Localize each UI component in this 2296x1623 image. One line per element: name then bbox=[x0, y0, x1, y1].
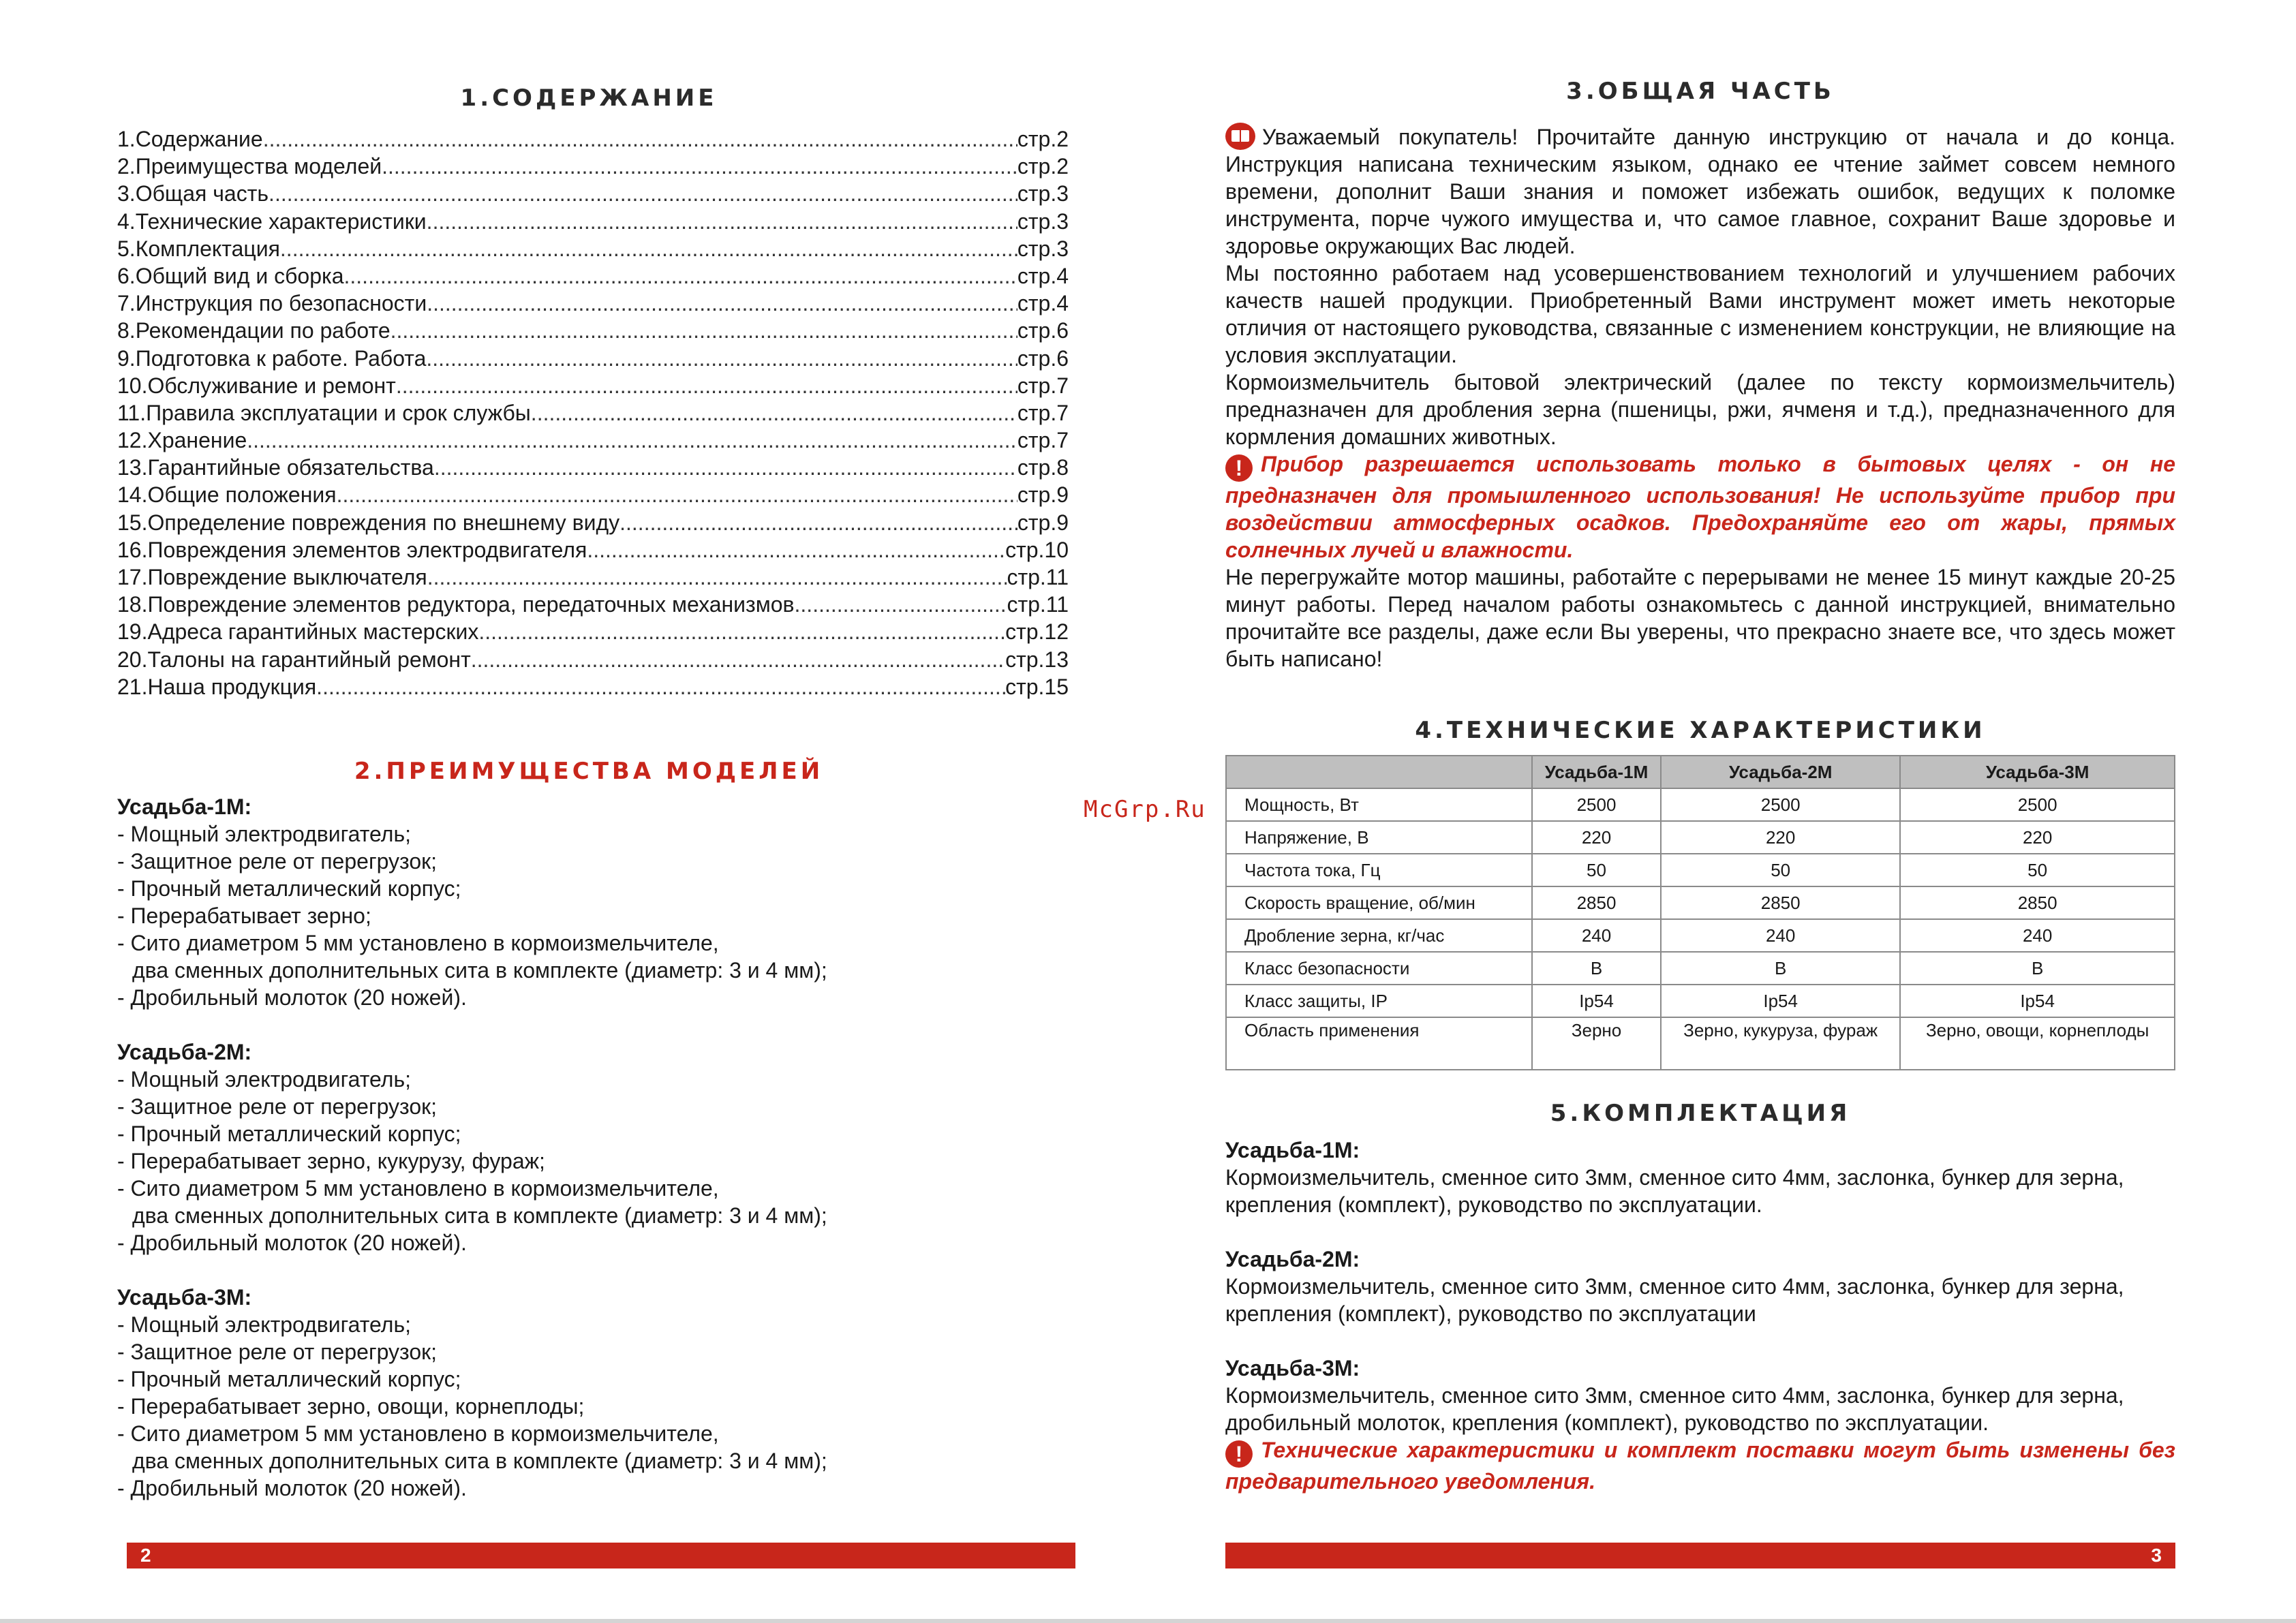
toc-dots bbox=[391, 317, 1017, 344]
exclamation-icon: ! bbox=[1225, 454, 1253, 482]
model-feature: - Перерабатывает зерно; bbox=[117, 903, 371, 928]
spec-header-row bbox=[1226, 756, 2175, 788]
toc-item bbox=[117, 646, 1069, 673]
komp-text: Кормоизмельчитель, сменное сито 3мм, сменное сито 4мм, заслонка, бункер для зерна, крепления (комплект), руководство по эксплуатации. bbox=[1225, 1165, 2124, 1217]
toc-label: 1.Содержание bbox=[117, 127, 263, 151]
model-feature: - Сито диаметром 5 мм установлено в кормоизмельчителе, bbox=[117, 931, 719, 955]
spec-value-model-1: Ip54 bbox=[1532, 985, 1661, 1017]
toc-label: 5.Комплектация bbox=[117, 236, 280, 261]
watermark: McGrp.Ru bbox=[1084, 796, 1206, 823]
spec-value-model-3: 240 bbox=[1900, 919, 2175, 952]
toc-label: 15.Определение повреждения по внешнему виду bbox=[117, 510, 620, 535]
toc-item bbox=[117, 454, 1069, 481]
spec-value-model-3: 50 bbox=[1900, 854, 2175, 886]
toc-dots bbox=[434, 454, 1017, 481]
footer-bar-right bbox=[1225, 1543, 2175, 1568]
spec-value-model-3: 220 bbox=[1900, 821, 2175, 854]
toc-page: стр.12 bbox=[1005, 619, 1069, 645]
toc-dots bbox=[426, 345, 1017, 372]
model-feature: два сменных дополнительных сита в комплекте (диаметр: 3 и 4 мм); bbox=[132, 1203, 827, 1228]
toc-item bbox=[117, 509, 1069, 536]
komp-block bbox=[1225, 1137, 2193, 1218]
spec-value-model-1: 2850 bbox=[1532, 886, 1661, 919]
bottom-rule bbox=[0, 1619, 2296, 1623]
spec-value-model-2: 50 bbox=[1661, 854, 1900, 886]
model-feature: - Дробильный молоток (20 ножей). bbox=[117, 1476, 467, 1500]
spec-header-model-2: Усадьба-2М bbox=[1661, 756, 1900, 788]
spec-param: Дробление зерна, кг/час bbox=[1226, 919, 1532, 952]
model-feature: два сменных дополнительных сита в комплекте (диаметр: 3 и 4 мм); bbox=[132, 958, 827, 983]
spec-value-model-3: 2500 bbox=[1900, 788, 2175, 821]
spec-value-model-1: 240 bbox=[1532, 919, 1661, 952]
toc-label: 2.Преимущества моделей bbox=[117, 154, 382, 179]
toc-item bbox=[117, 208, 1069, 235]
book-icon bbox=[1225, 123, 1255, 150]
toc-page: стр.10 bbox=[1005, 537, 1069, 562]
general-title: 3.ОБЩАЯ ЧАСТЬ bbox=[1566, 78, 1835, 105]
toc-page: стр.7 bbox=[1017, 428, 1069, 453]
spec-row bbox=[1226, 985, 2175, 1017]
model-feature: - Перерабатывает зерно, кукурузу, фураж; bbox=[117, 1149, 545, 1173]
toc-page: стр.2 bbox=[1017, 154, 1069, 179]
komp-text: Кормоизмельчитель, сменное сито 3мм, сменное сито 4мм, заслонка, бункер для зерна, крепления (комплект), руководство по эксплуатации bbox=[1225, 1274, 2124, 1326]
spec-value-model-3: B bbox=[1900, 952, 2175, 985]
spec-value-model-2: 2500 bbox=[1661, 788, 1900, 821]
spec-header-model-3: Усадьба-3М bbox=[1900, 756, 2175, 788]
advantages-title: 2.ПРЕИМУЩЕСТВА МОДЕЛЕЙ bbox=[354, 758, 824, 785]
spec-header-model-1: Усадьба-1М bbox=[1532, 756, 1661, 788]
model-feature: - Дробильный молоток (20 ножей). bbox=[117, 985, 467, 1010]
general-paragraph-4: Не перегружайте мотор машины, работайте с перерывами не менее 15 минут каждые 20-25 минут работы. Перед началом работы ознакомьтесь с данной инструкцией, внимательно прочитайте все разделы, даже если Вы уверены, что прекрасно знаете все, что здесь может быть написано! bbox=[1225, 565, 2175, 671]
spec-row bbox=[1226, 788, 2175, 821]
model-feature: - Мощный электродвигатель; bbox=[117, 1067, 411, 1092]
spec-value-model-2: 2850 bbox=[1661, 886, 1900, 919]
model-name: Усадьба-3М: bbox=[117, 1285, 252, 1310]
model-name: Усадьба-2М: bbox=[117, 1040, 252, 1064]
spec-param: Класс защиты, IP bbox=[1226, 985, 1532, 1017]
model-feature: - Прочный металлический корпус; bbox=[117, 1122, 461, 1146]
toc-item bbox=[117, 125, 1069, 153]
toc-item bbox=[117, 235, 1069, 262]
model-feature: - Сито диаметром 5 мм установлено в кормоизмельчителе, bbox=[117, 1421, 719, 1446]
toc-label: 8.Рекомендации по работе bbox=[117, 318, 391, 343]
model-block bbox=[117, 1038, 1085, 1256]
spec-row bbox=[1226, 1017, 2175, 1070]
toc-dots bbox=[587, 536, 1005, 563]
komp-block bbox=[1225, 1246, 2193, 1327]
toc-dots bbox=[337, 481, 1017, 508]
spec-value-model-3: Зерно, овощи, корнеплоды bbox=[1900, 1017, 2175, 1070]
toc-page: стр.7 bbox=[1017, 373, 1069, 398]
toc-item bbox=[117, 618, 1069, 645]
toc-item bbox=[117, 372, 1069, 399]
toc-dots bbox=[795, 591, 1007, 618]
toc-dots bbox=[531, 399, 1017, 427]
toc-dots bbox=[247, 427, 1017, 454]
toc-item bbox=[117, 180, 1069, 207]
komp-model-name: Усадьба-3М: bbox=[1225, 1356, 1360, 1380]
spec-value-model-3: 2850 bbox=[1900, 886, 2175, 919]
toc-label: 9.Подготовка к работе. Работа bbox=[117, 345, 427, 371]
toc-dots bbox=[344, 262, 1017, 290]
spec-value-model-2: B bbox=[1661, 952, 1900, 985]
toc-dots bbox=[427, 208, 1017, 235]
toc-page: стр.11 bbox=[1007, 565, 1069, 589]
toc-item bbox=[117, 563, 1069, 591]
spec-header-param bbox=[1226, 756, 1532, 788]
toc-item bbox=[117, 153, 1069, 180]
toc-dots bbox=[316, 673, 1005, 700]
toc-page: стр.3 bbox=[1017, 208, 1069, 234]
model-feature: - Перерабатывает зерно, овощи, корнеплоды; bbox=[117, 1394, 585, 1419]
toc-page: стр.3 bbox=[1017, 236, 1069, 261]
toc-item bbox=[117, 262, 1069, 290]
specs-title: 4.ТЕХНИЧЕСКИЕ ХАРАКТЕРИСТИКИ bbox=[1415, 717, 1986, 744]
spec-value-model-2: Зерно, кукуруза, фураж bbox=[1661, 1017, 1900, 1070]
toc-label: 16.Повреждения элементов электродвигателя bbox=[117, 537, 587, 562]
model-feature: - Защитное реле от перегрузок; bbox=[117, 849, 438, 874]
models-advantages bbox=[117, 793, 1085, 1529]
toc-page: стр.6 bbox=[1017, 318, 1069, 343]
toc-dots bbox=[619, 509, 1017, 536]
toc-dots bbox=[269, 180, 1017, 207]
komp-model-name: Усадьба-2М: bbox=[1225, 1247, 1360, 1271]
spec-table bbox=[1225, 755, 2175, 1070]
model-feature: - Прочный металлический корпус; bbox=[117, 876, 461, 901]
model-feature: - Защитное реле от перегрузок; bbox=[117, 1340, 438, 1364]
toc-dots bbox=[471, 646, 1005, 673]
komp-text: Кормоизмельчитель, сменное сито 3мм, сменное сито 4мм, заслонка, бункер для зерна, дробильный молоток, крепления (комплект), руководство по эксплуатации. bbox=[1225, 1383, 2124, 1435]
spec-value-model-1: Зерно bbox=[1532, 1017, 1661, 1070]
toc-page: стр.3 bbox=[1017, 181, 1069, 206]
toc-title: 1.СОДЕРЖАНИЕ bbox=[460, 84, 718, 112]
komp-model-name: Усадьба-1М: bbox=[1225, 1138, 1360, 1162]
toc-page: стр.13 bbox=[1005, 647, 1069, 672]
toc-page: стр.2 bbox=[1017, 127, 1069, 151]
spec-param: Скорость вращение, об/мин bbox=[1226, 886, 1532, 919]
model-feature: - Прочный металлический корпус; bbox=[117, 1367, 461, 1391]
model-feature: два сменных дополнительных сита в комплекте (диаметр: 3 и 4 мм); bbox=[132, 1449, 827, 1473]
toc-item bbox=[117, 399, 1069, 427]
general-section bbox=[1225, 123, 2175, 673]
toc-label: 17.Повреждение выключателя bbox=[117, 565, 427, 589]
spec-param: Область применения bbox=[1226, 1017, 1532, 1070]
general-paragraph-1: Уважаемый покупатель! Прочитайте данную инструкцию от начала и до конца. Инструкция написана техническим языком, однако ее чтение займет совсем немного времени, дополнит Ваши знания и поможет избежать ошибок, ведущих к поломке инструмента, порче чужого имущества и, что самое главное, сохранит Ваше здоровье и здоровье окружающих Вас людей. bbox=[1225, 123, 2175, 260]
toc-dots bbox=[263, 125, 1017, 153]
toc-dots bbox=[478, 618, 1005, 645]
model-feature: - Сито диаметром 5 мм установлено в кормоизмельчителе, bbox=[117, 1176, 719, 1201]
spec-value-model-1: B bbox=[1532, 952, 1661, 985]
toc-label: 19.Адреса гарантийных мастерских bbox=[117, 619, 479, 645]
model-name: Усадьба-1М: bbox=[117, 794, 252, 819]
right-page bbox=[1084, 0, 2296, 1623]
spec-param: Класс безопасности bbox=[1226, 952, 1532, 985]
komp-block bbox=[1225, 1355, 2193, 1436]
spec-value-model-2: Ip54 bbox=[1661, 985, 1900, 1017]
toc-item bbox=[117, 481, 1069, 508]
footer-bar-left bbox=[127, 1543, 1075, 1568]
komp-title: 5.КОМПЛЕКТАЦИЯ bbox=[1550, 1100, 1851, 1127]
toc-dots bbox=[382, 153, 1017, 180]
toc-item bbox=[117, 673, 1069, 700]
toc-item bbox=[117, 427, 1069, 454]
warning-usage: ! Прибор разрешается использовать только в бытовых целях - он не предназначен для промышленного использования! Не используйте прибор при воздействии атмосферных осадков. Предохраняйте его от жары, прямых солнечных лучей и влажности. bbox=[1225, 452, 2175, 562]
spec-value-model-1: 2500 bbox=[1532, 788, 1661, 821]
toc-dots bbox=[280, 235, 1017, 262]
toc-label: 7.Инструкция по безопасности bbox=[117, 291, 427, 316]
toc-label: 13.Гарантийные обязательства bbox=[117, 455, 434, 480]
toc-dots bbox=[427, 563, 1007, 591]
toc-label: 10.Обслуживание и ремонт bbox=[117, 373, 396, 398]
spec-row bbox=[1226, 821, 2175, 854]
toc-item bbox=[117, 536, 1069, 563]
toc-page: стр.8 bbox=[1017, 455, 1069, 480]
toc-label: 4.Технические характеристики bbox=[117, 208, 427, 234]
toc-page: стр.4 bbox=[1017, 291, 1069, 316]
toc-label: 20.Талоны на гарантийный ремонт bbox=[117, 647, 471, 672]
model-feature: - Мощный электродвигатель; bbox=[117, 822, 411, 846]
spec-value-model-1: 220 bbox=[1532, 821, 1661, 854]
spec-param: Частота тока, Гц bbox=[1226, 854, 1532, 886]
spec-value-model-1: 50 bbox=[1532, 854, 1661, 886]
toc-page: стр.9 bbox=[1017, 482, 1069, 508]
komplektaciya bbox=[1225, 1137, 2193, 1495]
toc-label: 6.Общий вид и сборка bbox=[117, 263, 344, 288]
model-block bbox=[117, 1284, 1085, 1502]
toc-page: стр.6 bbox=[1017, 345, 1069, 371]
page-number: 2 bbox=[140, 1545, 151, 1566]
toc-page: стр.7 bbox=[1017, 400, 1069, 425]
spec-param: Напряжение, В bbox=[1226, 821, 1532, 854]
toc-label: 14.Общие положения bbox=[117, 482, 337, 508]
model-feature: - Дробильный молоток (20 ножей). bbox=[117, 1231, 467, 1255]
toc-label: 21.Наша продукция bbox=[117, 674, 317, 699]
spec-value-model-3: Ip54 bbox=[1900, 985, 2175, 1017]
toc-item bbox=[117, 591, 1069, 618]
toc-item bbox=[117, 317, 1069, 344]
toc-label: 12.Хранение bbox=[117, 428, 247, 453]
spec-row bbox=[1226, 952, 2175, 985]
spec-value-model-2: 220 bbox=[1661, 821, 1900, 854]
toc-dots bbox=[396, 372, 1017, 399]
table-of-contents bbox=[117, 125, 1069, 700]
toc-page: стр.4 bbox=[1017, 263, 1069, 288]
general-paragraph-3: Кормоизмельчитель бытовой электрический (далее по тексту кормоизмельчитель) предназначен для дробления зерна (пшеницы, ржи, ячменя и т.д.), предназначенного для кормления домашних животных. bbox=[1225, 370, 2175, 449]
spec-row bbox=[1226, 886, 2175, 919]
toc-item bbox=[117, 290, 1069, 317]
toc-label: 18.Повреждение элементов редуктора, передаточных механизмов bbox=[117, 592, 795, 617]
page-number: 3 bbox=[2151, 1545, 2162, 1566]
exclamation-icon: ! bbox=[1225, 1440, 1253, 1468]
model-block bbox=[117, 793, 1085, 1011]
model-feature: - Мощный электродвигатель; bbox=[117, 1312, 411, 1337]
toc-dots bbox=[427, 290, 1017, 317]
model-feature: - Защитное реле от перегрузок; bbox=[117, 1094, 438, 1119]
spec-param: Мощность, Вт bbox=[1226, 788, 1532, 821]
spec-row bbox=[1226, 854, 2175, 886]
spec-row bbox=[1226, 919, 2175, 952]
toc-item bbox=[117, 345, 1069, 372]
toc-label: 3.Общая часть bbox=[117, 181, 269, 206]
warning-changes: ! Технические характеристики и комплект поставки могут быть изменены без предварительного уведомления. bbox=[1225, 1438, 2175, 1494]
toc-page: стр.15 bbox=[1005, 674, 1069, 699]
toc-label: 11.Правила эксплуатации и срок службы bbox=[117, 400, 531, 425]
spec-value-model-2: 240 bbox=[1661, 919, 1900, 952]
toc-page: стр.11 bbox=[1007, 592, 1069, 617]
toc-page: стр.9 bbox=[1017, 510, 1069, 535]
general-paragraph-2: Мы постоянно работаем над усовершенствованием технологий и улучшением рабочих качеств нашей продукции. Приобретенный Вами инструмент может иметь некоторые отличия от настоящего руководства, связанные с изменением конструкции, не влияющие на условия эксплуатации. bbox=[1225, 261, 2175, 367]
